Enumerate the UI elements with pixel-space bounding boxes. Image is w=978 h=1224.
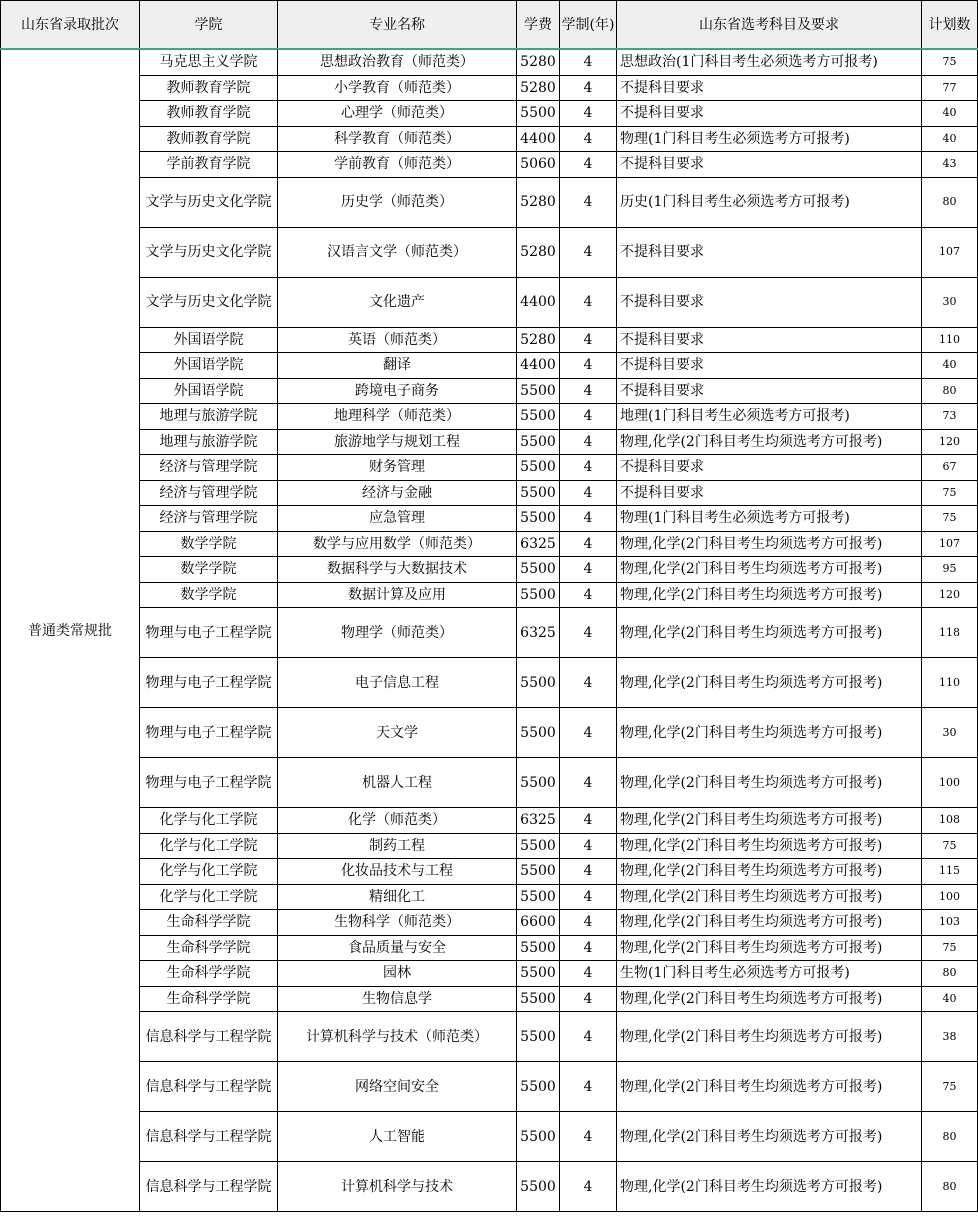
major-cell: 园林	[278, 961, 517, 987]
college-cell: 外国语学院	[140, 353, 278, 379]
plan-cell: 95	[922, 557, 978, 583]
requirement-cell: 物理,化学(2门科目考生均须选考方可报考)	[617, 986, 922, 1012]
requirement-cell: 不提科目要求	[617, 227, 922, 277]
college-cell: 化学与化工学院	[140, 833, 278, 859]
years-cell: 4	[560, 961, 617, 987]
major-cell: 机器人工程	[278, 758, 517, 808]
college-cell: 文学与历史文化学院	[140, 177, 278, 227]
table-row	[1, 75, 978, 101]
major-cell: 天文学	[278, 708, 517, 758]
major-cell: 制药工程	[278, 833, 517, 859]
plan-cell: 40	[922, 126, 978, 152]
college-cell: 文学与历史文化学院	[140, 277, 278, 327]
college-cell: 数学学院	[140, 557, 278, 583]
plan-cell: 115	[922, 859, 978, 885]
years-cell: 4	[560, 1012, 617, 1062]
plan-cell: 80	[922, 378, 978, 404]
table-row	[1, 608, 978, 658]
fee-cell: 5500	[517, 455, 560, 481]
table-row	[1, 758, 978, 808]
requirement-cell: 不提科目要求	[617, 378, 922, 404]
plan-cell: 107	[922, 227, 978, 277]
years-cell: 4	[560, 910, 617, 936]
requirement-cell: 历史(1门科目考生必须选考方可报考)	[617, 177, 922, 227]
years-cell: 4	[560, 708, 617, 758]
fee-cell: 5500	[517, 859, 560, 885]
fee-cell: 5500	[517, 506, 560, 532]
plan-cell: 67	[922, 455, 978, 481]
plan-cell: 80	[922, 1162, 978, 1212]
major-cell: 计算机科学与技术（师范类）	[278, 1012, 517, 1062]
fee-cell: 6325	[517, 608, 560, 658]
fee-cell: 5280	[517, 227, 560, 277]
plan-cell: 75	[922, 49, 978, 75]
years-cell: 4	[560, 557, 617, 583]
plan-cell: 75	[922, 935, 978, 961]
requirement-cell: 物理,化学(2门科目考生均须选考方可报考)	[617, 429, 922, 455]
fee-cell: 5500	[517, 557, 560, 583]
college-cell: 马克思主义学院	[140, 49, 278, 75]
college-cell: 外国语学院	[140, 327, 278, 353]
major-cell: 翻译	[278, 353, 517, 379]
table-row	[1, 327, 978, 353]
requirement-cell: 物理,化学(2门科目考生均须选考方可报考)	[617, 557, 922, 583]
requirement-cell: 思想政治(1门科目考生必须选考方可报考)	[617, 49, 922, 75]
table-row	[1, 582, 978, 608]
fee-cell: 4400	[517, 277, 560, 327]
major-cell: 经济与金融	[278, 480, 517, 506]
years-cell: 4	[560, 808, 617, 834]
years-cell: 4	[560, 277, 617, 327]
major-cell: 汉语言文学（师范类）	[278, 227, 517, 277]
major-cell: 生物科学（师范类）	[278, 910, 517, 936]
fee-cell: 5500	[517, 1162, 560, 1212]
major-cell: 计算机科学与技术	[278, 1162, 517, 1212]
plan-cell: 30	[922, 708, 978, 758]
college-cell: 信息科学与工程学院	[140, 1012, 278, 1062]
years-cell: 4	[560, 75, 617, 101]
requirement-cell: 不提科目要求	[617, 152, 922, 178]
college-cell: 物理与电子工程学院	[140, 658, 278, 708]
major-cell: 旅游地学与规划工程	[278, 429, 517, 455]
plan-cell: 38	[922, 1012, 978, 1062]
fee-cell: 4400	[517, 353, 560, 379]
major-cell: 历史学（师范类）	[278, 177, 517, 227]
college-cell: 物理与电子工程学院	[140, 708, 278, 758]
requirement-cell: 物理,化学(2门科目考生均须选考方可报考)	[617, 1112, 922, 1162]
requirement-cell: 物理,化学(2门科目考生均须选考方可报考)	[617, 884, 922, 910]
college-cell: 地理与旅游学院	[140, 429, 278, 455]
requirement-cell: 不提科目要求	[617, 277, 922, 327]
major-cell: 应急管理	[278, 506, 517, 532]
fee-cell: 5280	[517, 49, 560, 75]
fee-cell: 5280	[517, 177, 560, 227]
college-cell: 教师教育学院	[140, 126, 278, 152]
plan-cell: 30	[922, 277, 978, 327]
major-cell: 学前教育（师范类）	[278, 152, 517, 178]
college-cell: 信息科学与工程学院	[140, 1062, 278, 1112]
fee-cell: 5500	[517, 1112, 560, 1162]
years-cell: 4	[560, 1162, 617, 1212]
requirement-cell: 物理,化学(2门科目考生均须选考方可报考)	[617, 808, 922, 834]
college-cell: 生命科学学院	[140, 986, 278, 1012]
years-cell: 4	[560, 480, 617, 506]
plan-cell: 75	[922, 506, 978, 532]
fee-cell: 5500	[517, 708, 560, 758]
years-cell: 4	[560, 126, 617, 152]
plan-cell: 100	[922, 884, 978, 910]
header-major: 专业名称	[278, 1, 517, 50]
requirement-cell: 物理,化学(2门科目考生均须选考方可报考)	[617, 758, 922, 808]
fee-cell: 5500	[517, 833, 560, 859]
major-cell: 物理学（师范类）	[278, 608, 517, 658]
table-row	[1, 126, 978, 152]
major-cell: 跨境电子商务	[278, 378, 517, 404]
major-cell: 人工智能	[278, 1112, 517, 1162]
plan-cell: 108	[922, 808, 978, 834]
table-row	[1, 49, 978, 75]
requirement-cell: 物理,化学(2门科目考生均须选考方可报考)	[617, 833, 922, 859]
fee-cell: 5280	[517, 75, 560, 101]
requirement-cell: 物理,化学(2门科目考生均须选考方可报考)	[617, 582, 922, 608]
table-row	[1, 808, 978, 834]
major-cell: 地理科学（师范类）	[278, 404, 517, 430]
college-cell: 学前教育学院	[140, 152, 278, 178]
fee-cell: 5500	[517, 480, 560, 506]
college-cell: 生命科学学院	[140, 935, 278, 961]
fee-cell: 5060	[517, 152, 560, 178]
years-cell: 4	[560, 353, 617, 379]
table-row	[1, 910, 978, 936]
fee-cell: 5500	[517, 1062, 560, 1112]
table-row	[1, 101, 978, 127]
table-row	[1, 1112, 978, 1162]
table-row	[1, 859, 978, 885]
header-fee: 学费	[517, 1, 560, 50]
plan-cell: 75	[922, 833, 978, 859]
fee-cell: 5500	[517, 986, 560, 1012]
college-cell: 经济与管理学院	[140, 506, 278, 532]
fee-cell: 5500	[517, 884, 560, 910]
table-row	[1, 1012, 978, 1062]
requirement-cell: 不提科目要求	[617, 455, 922, 481]
major-cell: 数据科学与大数据技术	[278, 557, 517, 583]
fee-cell: 5500	[517, 961, 560, 987]
major-cell: 心理学（师范类）	[278, 101, 517, 127]
plan-cell: 107	[922, 531, 978, 557]
years-cell: 4	[560, 1062, 617, 1112]
requirement-cell: 物理,化学(2门科目考生均须选考方可报考)	[617, 531, 922, 557]
table-row	[1, 531, 978, 557]
requirement-cell: 不提科目要求	[617, 327, 922, 353]
requirement-cell: 物理,化学(2门科目考生均须选考方可报考)	[617, 658, 922, 708]
major-cell: 生物信息学	[278, 986, 517, 1012]
years-cell: 4	[560, 101, 617, 127]
fee-cell: 5500	[517, 582, 560, 608]
college-cell: 外国语学院	[140, 378, 278, 404]
plan-cell: 80	[922, 1112, 978, 1162]
years-cell: 4	[560, 935, 617, 961]
table-row	[1, 480, 978, 506]
plan-cell: 80	[922, 961, 978, 987]
fee-cell: 5500	[517, 758, 560, 808]
table-row	[1, 277, 978, 327]
table-header	[1, 1, 978, 50]
years-cell: 4	[560, 986, 617, 1012]
table-row	[1, 429, 978, 455]
requirement-cell: 物理,化学(2门科目考生均须选考方可报考)	[617, 1162, 922, 1212]
table-row	[1, 986, 978, 1012]
college-cell: 生命科学学院	[140, 910, 278, 936]
requirement-cell: 不提科目要求	[617, 101, 922, 127]
college-cell: 文学与历史文化学院	[140, 227, 278, 277]
header-requirements: 山东省选考科目及要求	[617, 1, 922, 50]
major-cell: 精细化工	[278, 884, 517, 910]
header-college: 学院	[140, 1, 278, 50]
requirement-cell: 物理(1门科目考生必须选考方可报考)	[617, 506, 922, 532]
years-cell: 4	[560, 152, 617, 178]
batch-cell: 普通类常规批	[1, 49, 140, 1212]
table-row	[1, 404, 978, 430]
college-cell: 经济与管理学院	[140, 455, 278, 481]
major-cell: 思想政治教育（师范类）	[278, 49, 517, 75]
college-cell: 经济与管理学院	[140, 480, 278, 506]
fee-cell: 5500	[517, 378, 560, 404]
years-cell: 4	[560, 531, 617, 557]
table-row	[1, 658, 978, 708]
table-row	[1, 177, 978, 227]
plan-cell: 75	[922, 1062, 978, 1112]
major-cell: 化学（师范类）	[278, 808, 517, 834]
table-row	[1, 455, 978, 481]
table-row	[1, 227, 978, 277]
table-row	[1, 833, 978, 859]
major-cell: 财务管理	[278, 455, 517, 481]
requirement-cell: 物理,化学(2门科目考生均须选考方可报考)	[617, 935, 922, 961]
requirement-cell: 不提科目要求	[617, 480, 922, 506]
requirement-cell: 物理,化学(2门科目考生均须选考方可报考)	[617, 708, 922, 758]
fee-cell: 6325	[517, 531, 560, 557]
requirement-cell: 物理(1门科目考生必须选考方可报考)	[617, 126, 922, 152]
table-row	[1, 884, 978, 910]
table-body	[1, 49, 978, 1212]
plan-cell: 103	[922, 910, 978, 936]
plan-cell: 110	[922, 658, 978, 708]
years-cell: 4	[560, 177, 617, 227]
college-cell: 数学学院	[140, 531, 278, 557]
years-cell: 4	[560, 608, 617, 658]
years-cell: 4	[560, 758, 617, 808]
fee-cell: 5500	[517, 101, 560, 127]
plan-cell: 118	[922, 608, 978, 658]
college-cell: 教师教育学院	[140, 101, 278, 127]
plan-cell: 77	[922, 75, 978, 101]
years-cell: 4	[560, 227, 617, 277]
plan-cell: 80	[922, 177, 978, 227]
major-cell: 小学教育（师范类）	[278, 75, 517, 101]
years-cell: 4	[560, 1112, 617, 1162]
years-cell: 4	[560, 378, 617, 404]
fee-cell: 6600	[517, 910, 560, 936]
requirement-cell: 不提科目要求	[617, 353, 922, 379]
table-row	[1, 152, 978, 178]
college-cell: 化学与化工学院	[140, 808, 278, 834]
major-cell: 数据计算及应用	[278, 582, 517, 608]
plan-cell: 120	[922, 582, 978, 608]
table-row	[1, 961, 978, 987]
header-batch: 山东省录取批次	[1, 1, 140, 50]
college-cell: 信息科学与工程学院	[140, 1162, 278, 1212]
requirement-cell: 物理,化学(2门科目考生均须选考方可报考)	[617, 859, 922, 885]
table-row	[1, 557, 978, 583]
college-cell: 信息科学与工程学院	[140, 1112, 278, 1162]
requirement-cell: 地理(1门科目考生必须选考方可报考)	[617, 404, 922, 430]
plan-cell: 110	[922, 327, 978, 353]
years-cell: 4	[560, 455, 617, 481]
years-cell: 4	[560, 327, 617, 353]
college-cell: 地理与旅游学院	[140, 404, 278, 430]
fee-cell: 5500	[517, 404, 560, 430]
requirement-cell: 生物(1门科目考生必须选考方可报考)	[617, 961, 922, 987]
table-row	[1, 378, 978, 404]
years-cell: 4	[560, 404, 617, 430]
major-cell: 数学与应用数学（师范类）	[278, 531, 517, 557]
years-cell: 4	[560, 884, 617, 910]
requirement-cell: 物理,化学(2门科目考生均须选考方可报考)	[617, 1012, 922, 1062]
table-row	[1, 506, 978, 532]
table-row	[1, 935, 978, 961]
major-cell: 网络空间安全	[278, 1062, 517, 1112]
years-cell: 4	[560, 658, 617, 708]
major-cell: 文化遗产	[278, 277, 517, 327]
college-cell: 物理与电子工程学院	[140, 758, 278, 808]
years-cell: 4	[560, 833, 617, 859]
header-row	[1, 1, 978, 50]
major-cell: 食品质量与安全	[278, 935, 517, 961]
college-cell: 物理与电子工程学院	[140, 608, 278, 658]
major-cell: 英语（师范类）	[278, 327, 517, 353]
years-cell: 4	[560, 49, 617, 75]
plan-cell: 40	[922, 986, 978, 1012]
header-years: 学制(年)	[560, 1, 617, 50]
fee-cell: 4400	[517, 126, 560, 152]
college-cell: 生命科学学院	[140, 961, 278, 987]
requirement-cell: 物理,化学(2门科目考生均须选考方可报考)	[617, 910, 922, 936]
years-cell: 4	[560, 429, 617, 455]
college-cell: 化学与化工学院	[140, 859, 278, 885]
table-row	[1, 708, 978, 758]
fee-cell: 5500	[517, 1012, 560, 1062]
fee-cell: 5500	[517, 935, 560, 961]
header-plan: 计划数	[922, 1, 978, 50]
table-row	[1, 1062, 978, 1112]
fee-cell: 5500	[517, 429, 560, 455]
plan-cell: 40	[922, 101, 978, 127]
requirement-cell: 物理,化学(2门科目考生均须选考方可报考)	[617, 608, 922, 658]
plan-cell: 40	[922, 353, 978, 379]
requirement-cell: 不提科目要求	[617, 75, 922, 101]
years-cell: 4	[560, 582, 617, 608]
plan-cell: 100	[922, 758, 978, 808]
years-cell: 4	[560, 506, 617, 532]
plan-cell: 75	[922, 480, 978, 506]
college-cell: 数学学院	[140, 582, 278, 608]
plan-cell: 73	[922, 404, 978, 430]
college-cell: 化学与化工学院	[140, 884, 278, 910]
major-cell: 化妆品技术与工程	[278, 859, 517, 885]
plan-cell: 120	[922, 429, 978, 455]
college-cell: 教师教育学院	[140, 75, 278, 101]
fee-cell: 6325	[517, 808, 560, 834]
plan-cell: 43	[922, 152, 978, 178]
major-cell: 电子信息工程	[278, 658, 517, 708]
table-row	[1, 353, 978, 379]
years-cell: 4	[560, 859, 617, 885]
requirement-cell: 物理,化学(2门科目考生均须选考方可报考)	[617, 1062, 922, 1112]
fee-cell: 5280	[517, 327, 560, 353]
major-cell: 科学教育（师范类）	[278, 126, 517, 152]
table-row	[1, 1162, 978, 1212]
fee-cell: 5500	[517, 658, 560, 708]
